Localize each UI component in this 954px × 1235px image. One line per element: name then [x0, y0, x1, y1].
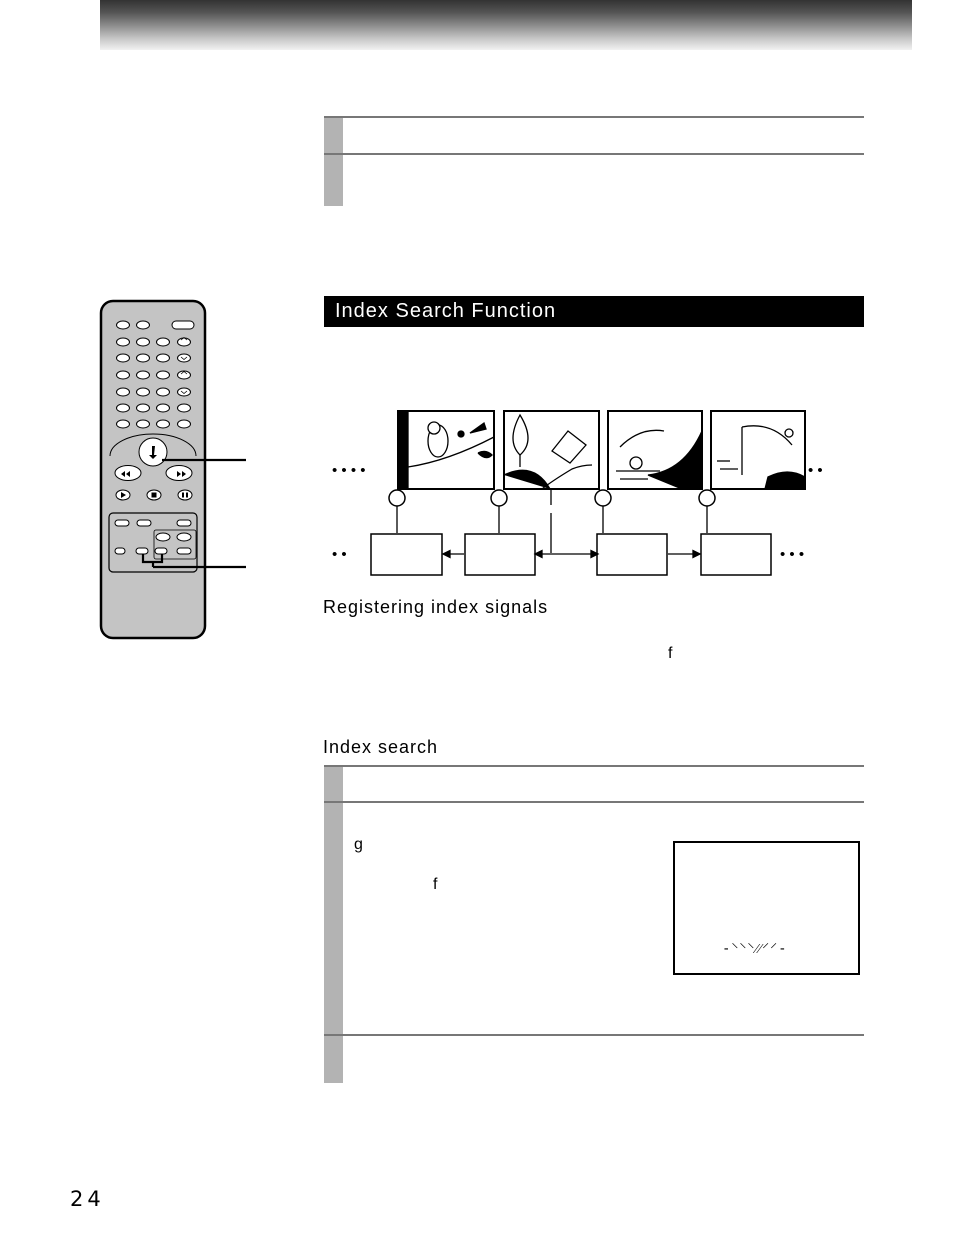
subsection-search-title: Index search — [323, 737, 439, 757]
section-title-bar — [324, 296, 864, 327]
diagram-dots-right-2: • • • — [780, 546, 805, 563]
blinking-indicator: -⸌⸌⸌⁄⁄⸍⸍- — [722, 941, 788, 957]
step-divider — [324, 116, 864, 118]
step-divider — [324, 1034, 864, 1036]
step-divider — [324, 801, 864, 803]
subsection-registering-title: Registering index signals — [323, 597, 549, 617]
tape-frames — [398, 411, 805, 489]
remote-control-illustration — [96, 296, 256, 646]
diagram-dots-left: • • • • — [332, 462, 366, 479]
text-fragment: g — [354, 836, 363, 853]
page-number: 24 — [70, 1187, 105, 1211]
index-signal-diagram — [330, 405, 840, 585]
section-title: Index Search Function — [335, 300, 557, 322]
text-fragment: f — [668, 645, 673, 662]
diagram-dots-right: • • — [808, 462, 823, 479]
diagram-dots-left-2: • • — [332, 546, 347, 563]
index-marker — [389, 490, 715, 506]
step-divider — [324, 153, 864, 155]
step-divider — [324, 765, 864, 767]
header-gradient-bar — [100, 0, 912, 50]
text-fragment: f — [433, 876, 438, 893]
step-column-top — [324, 117, 343, 206]
